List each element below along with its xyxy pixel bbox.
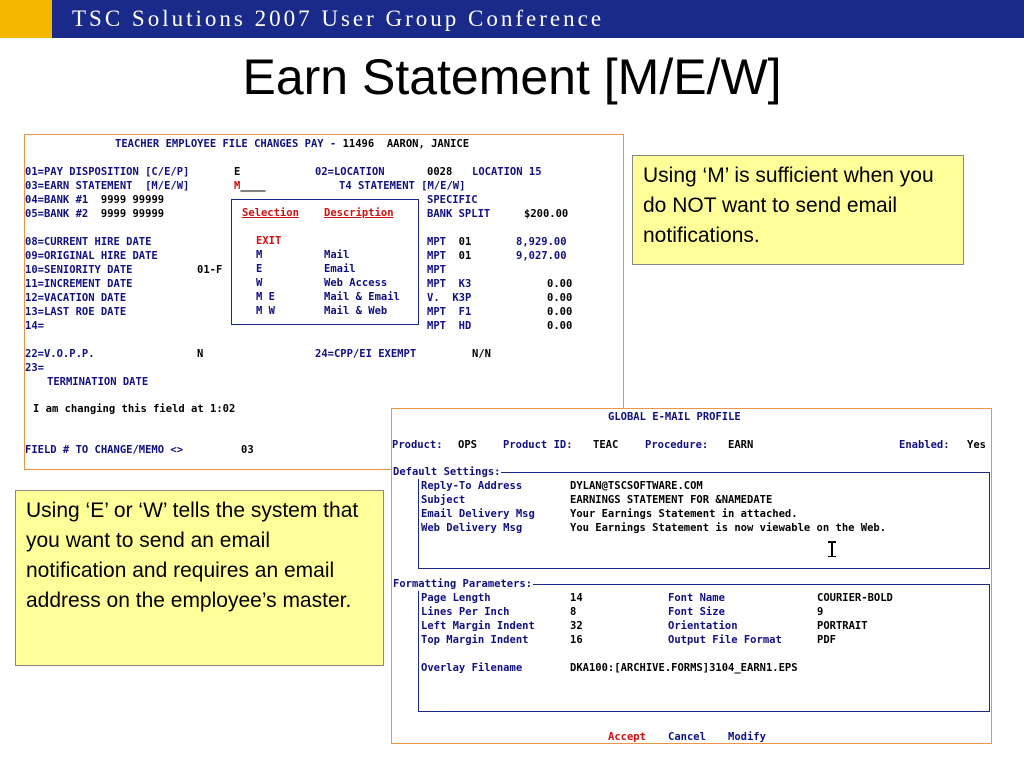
left-margin-indent-value[interactable]: 32 [570,620,583,632]
field-13-last-roe-date[interactable]: 13=LAST ROE DATE [25,306,127,318]
split-row: MPT [427,264,446,276]
split-amount: 0.00 [547,278,573,290]
split-amount: 0.00 [547,292,573,304]
popup-option-w-description: Web Access [324,277,388,289]
popup-option-e[interactable]: E [256,263,263,275]
field-23[interactable]: 23= [25,362,44,374]
default-settings-legend: Default Settings: [393,466,501,478]
font-size-label: Font Size [668,606,725,618]
orientation-value[interactable]: PORTRAIT [817,620,868,632]
split-amount: 0.00 [547,320,573,332]
specific-label: SPECIFIC [427,194,478,206]
cancel-button[interactable]: Cancel [668,731,706,743]
field-14[interactable]: 14= [25,320,44,332]
field-03-value[interactable]: M____ [234,180,266,192]
field-03-earn-statement[interactable]: 03=EARN STATEMENT [M/E/W] [25,180,190,192]
screen-title: TEACHER EMPLOYEE FILE CHANGES PAY - 11496 AARON, JANICE [115,138,470,150]
popup-header-selection: Selection [242,207,299,219]
font-name-value[interactable]: COURIER-BOLD [817,592,893,604]
split-row: MPT 01 [427,250,472,262]
font-name-label: Font Name [668,592,725,604]
field-09-original-hire-date[interactable]: 09=ORIGINAL HIRE DATE [25,250,158,262]
field-change-input[interactable]: 03 [241,444,254,456]
screen-title: GLOBAL E-MAIL PROFILE [608,411,741,423]
product-id-value[interactable]: TEAC [593,439,619,451]
split-row: MPT HD [427,320,472,332]
header-accent-block [0,0,52,38]
bank-split-label: BANK SPLIT [427,208,491,220]
field-05-bank-2[interactable]: 05=BANK #2 9999 99999 [25,208,165,220]
field-22-vopp[interactable]: 22=V.O.P.P. [25,348,95,360]
field-24-cpp-ei-exempt[interactable]: 24=CPP/EI EXEMPT [315,348,417,360]
modify-button[interactable]: Modify [728,731,766,743]
top-margin-indent-label: Top Margin Indent [421,634,529,646]
lines-per-inch-label: Lines Per Inch [421,606,510,618]
field-01-pay-disposition[interactable]: 01=PAY DISPOSITION [C/E/P] [25,166,190,178]
web-delivery-msg-label: Web Delivery Msg [421,522,523,534]
field-22-value: N [197,348,204,360]
slide-title: Earn Statement [M/E/W] [242,49,782,105]
text-cursor-icon [828,541,836,557]
page-length-label: Page Length [421,592,491,604]
enabled-label: Enabled: [899,439,950,451]
conference-title: TSC Solutions 2007 User Group Conference [72,6,605,31]
split-row: MPT 01 [427,236,472,248]
field-01-value[interactable]: E [234,166,241,178]
font-size-value[interactable]: 9 [817,606,824,618]
popup-option-m-description: Mail [324,249,350,261]
field-02-name: LOCATION 15 [472,166,542,178]
subject-label: Subject [421,494,466,506]
field-11-increment-date[interactable]: 11=INCREMENT DATE [25,278,133,290]
popup-header-description: Description [324,207,394,219]
page-length-value[interactable]: 14 [570,592,583,604]
global-email-profile-screen [391,408,992,744]
field-12-vacation-date[interactable]: 12=VACATION DATE [25,292,127,304]
termination-date-label: TERMINATION DATE [47,376,149,388]
product-value[interactable]: OPS [458,439,477,451]
left-margin-indent-label: Left Margin Indent [421,620,535,632]
popup-option-exit[interactable]: EXIT [256,235,282,247]
top-margin-indent-value[interactable]: 16 [570,634,583,646]
output-file-format-label: Output File Format [668,634,782,646]
field-10-value: 01-F [197,264,223,276]
popup-option-m-e-description: Mail & Email [324,291,400,303]
email-delivery-msg-value[interactable]: Your Earnings Statement in attached. [570,508,798,520]
popup-option-m-e[interactable]: M E [256,291,275,303]
output-file-format-value[interactable]: PDF [817,634,836,646]
callout-email-or-web: Using ‘E’ or ‘W’ tells the system that you want to send an email notification and requires an email address on the employee’s master. [15,490,384,666]
split-row: MPT F1 [427,306,472,318]
reply-to-value[interactable]: DYLAN@TSCSOFTWARE.COM [570,480,703,492]
field-02-location[interactable]: 02=LOCATION [315,166,385,178]
lines-per-inch-value[interactable]: 8 [570,606,577,618]
popup-option-m-w[interactable]: M W [256,305,275,317]
field-t4-statement[interactable]: T4 STATEMENT [M/E/W] [339,180,466,192]
earn-statement-selection-popup [231,199,419,325]
procedure-label: Procedure: [645,439,709,451]
orientation-label: Orientation [668,620,738,632]
reply-to-label: Reply-To Address [421,480,523,492]
subject-value[interactable]: EARNINGS STATEMENT FOR &NAMEDATE [570,494,773,506]
split-row: V. K3P [427,292,472,304]
status-message: I am changing this field at 1:02 [33,403,236,415]
popup-option-e-description: Email [324,263,356,275]
popup-option-m-w-description: Mail & Web [324,305,388,317]
enabled-value[interactable]: Yes [967,439,986,451]
web-delivery-msg-value[interactable]: You Earnings Statement is now viewable on the Web. [570,522,887,534]
split-amount: 0.00 [547,306,573,318]
accept-button[interactable]: Accept [608,731,646,743]
field-02-code: 0028 [427,166,453,178]
field-04-bank-1[interactable]: 04=BANK #1 9999 99999 [25,194,165,206]
split-amount: 8,929.00 [516,236,567,248]
product-id-label: Product ID: [503,439,573,451]
field-change-prompt: FIELD # TO CHANGE/MEMO <> [25,444,184,456]
callout-mail-only: Using ‘M’ is sufficient when you do NOT want to send email notifications. [632,155,964,265]
overlay-filename-label: Overlay Filename [421,662,523,674]
split-amount: 9,027.00 [516,250,567,262]
overlay-filename-value[interactable]: DKA100:[ARCHIVE.FORMS]3104_EARN1.EPS [570,662,798,674]
formatting-parameters-legend: Formatting Parameters: [393,578,533,590]
field-08-current-hire-date[interactable]: 08=CURRENT HIRE DATE [25,236,152,248]
product-label: Product: [392,439,443,451]
procedure-value[interactable]: EARN [728,439,754,451]
bank-split-amount: $200.00 [524,208,569,220]
email-delivery-msg-label: Email Delivery Msg [421,508,535,520]
split-row: MPT K3 [427,278,472,290]
popup-option-m[interactable]: M [256,249,263,261]
field-24-value: N/N [472,348,491,360]
field-10-seniority-date[interactable]: 10=SENIORITY DATE [25,264,133,276]
popup-option-w[interactable]: W [256,277,263,289]
